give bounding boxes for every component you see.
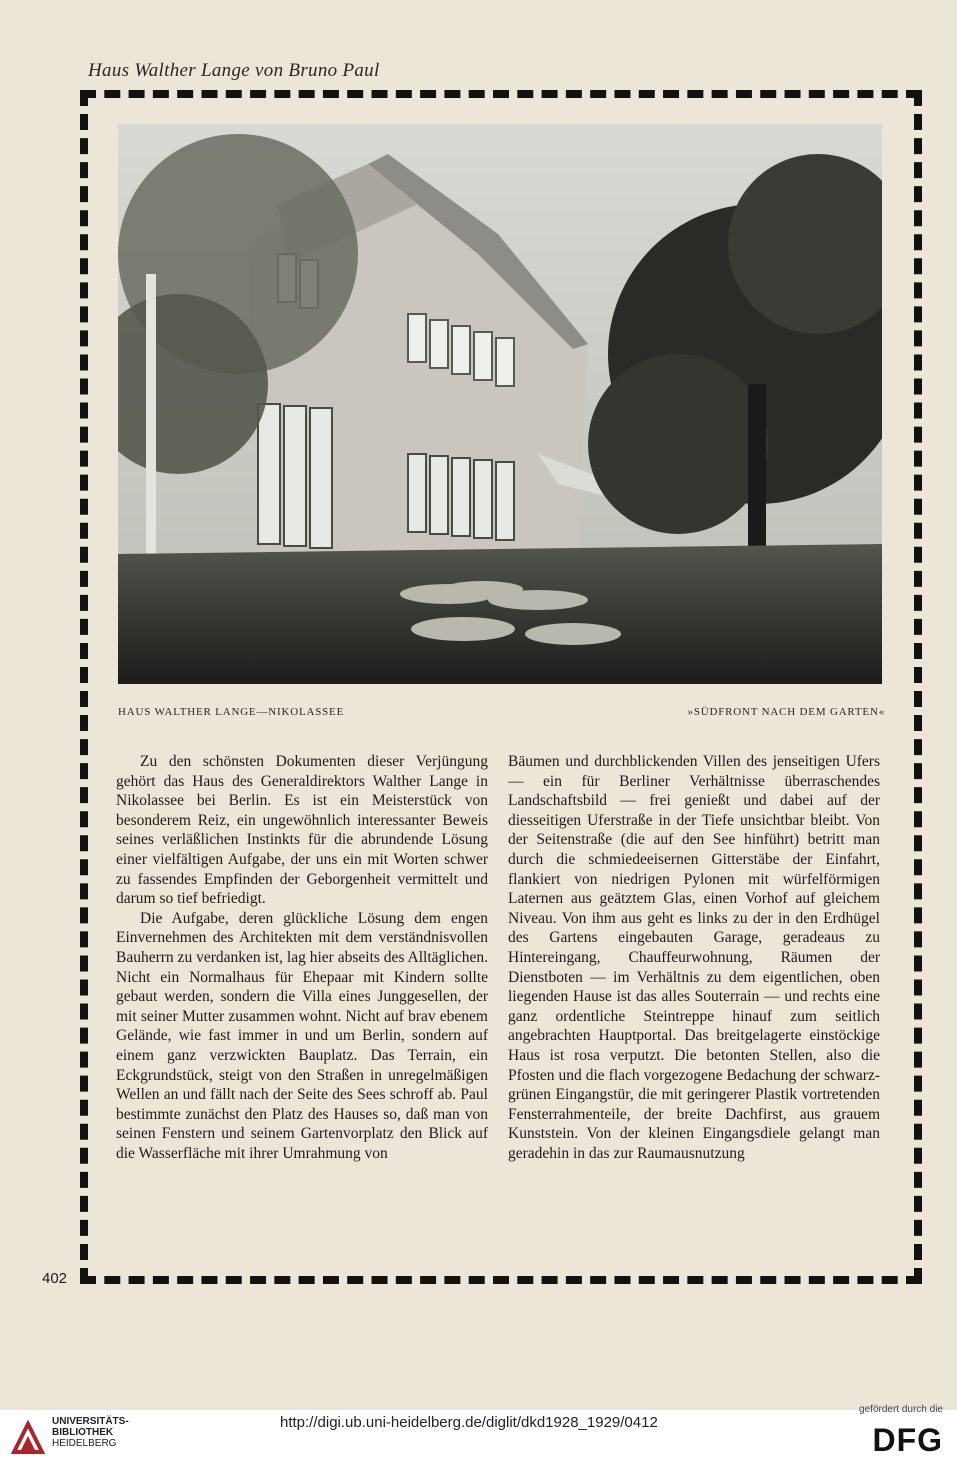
photo-illustration <box>118 124 882 684</box>
funding-label: gefördert durch die <box>859 1404 943 1415</box>
university-library-logo-icon <box>10 1420 46 1456</box>
source-url-link[interactable]: http://digi.ub.uni-heidelberg.de/diglit/dkd1928_1929/0412 <box>280 1414 658 1431</box>
house-photograph <box>118 124 882 684</box>
library-name-line: HEIDELBERG <box>52 1438 117 1449</box>
photo-caption-right: »SÜDFRONT NACH DEM GARTEN« <box>687 706 885 718</box>
paragraph: Zu den schönsten Dokumenten dieser Verjüngung gehört das Haus des Generaldirektors Walther Lange in Nikolassee bei Berlin. Es ist ein Meisterstück von besonderem Reiz, ein ungewöhnlich interessanter Beweis seines verläßlichen Instinkts für die abrundende Lösung einer vielfältigen Aufgabe, der uns ein mit Worten schwer zu fassendes Empfinden der Geborgenheit vermittelt und darum so tief befriedigt. <box>116 753 488 908</box>
text-column-left <box>116 752 488 1163</box>
library-name-line: UNIVERSITÄTS- <box>52 1416 129 1427</box>
library-name-line: BIBLIOTHEK <box>52 1427 114 1438</box>
running-header-title: Haus Walther Lange von Bruno Paul <box>88 60 380 81</box>
text-column-right <box>508 752 880 1163</box>
library-name <box>52 1416 129 1449</box>
photo-caption-left: HAUS WALTHER LANGE—NIKOLASSEE <box>118 706 345 718</box>
paragraph: Bäumen und durchblickenden Villen des jenseitigen Ufers — ein für Berliner Verhältnisse überraschendes Landschaftsbild — frei genießt und dabei auf der diesseitigen Uferstraße in der Tiefe unsichtbar bleibt. Von der Seitenstraße (die auf den See hinführt) betritt man durch die schmiedeeisernen Gitterstäbe der Einfahrt, flankiert von niedrigen Pylonen mit würfelförmigen Laternen aus geätztem Glas, einen Vorhof auf gleichem Niveau. Von ihm aus geht es links zu der in den Erdhügel des Gartens eingebauten Garage, geradeaus zu Hintereingang, Chauffeurwohnung, Räumen der Dienstboten — im Verhältnis zu dem eigentlichen, oben liegenden Hause ist das alles Souterrain — und rechts eine ganz ordentliche Steintreppe hinauf zum seitlich angebrachten Hauptportal. Das breitgelagerte einstöckige Haus ist rosa verputzt. Die betonten Stellen, also die Pfosten und die flach vorgezogene Bedachung der schwarz-grünen Eingangstür, die mit geringerer Plastik vortretenden Fensterrahmenteile, der breite Dachfirst, aus grauem Kunststein. Von der kleinen Eingangsdiele gelangt man geradehin in das zur Raumausnutzung <box>508 753 880 1162</box>
paragraph: Die Aufgabe, deren glückliche Lösung dem engen Einvernehmen des Architekten mit dem verständnisvollen Bauherrn zu verdanken ist, lag hier abseits des Alltäglichen. Nicht ein Normalhaus für Ehepaar mit Kindern sollte gebaut werden, sondern die Villa eines Junggesellen, der mit seiner Mutter zusammen wohnt. Nicht auf brav ebenem Gelände, wie fast immer in und um Berlin, sondern auf einem ganz verzwickten Bauplatz. Das Terrain, ein Eckgrundstück, steigt von den Straßen in unregelmäßigen Wellen an und fällt nach der Seite des Sees schroff ab. Paul bestimmte zunächst den Platz des Hauses so, daß man von seinen Fenstern und seinem Gartenvorplatz den Blick auf die Wasserfläche mit ihrer Umrahmung von <box>116 909 488 1162</box>
page-number: 402 <box>42 1270 68 1287</box>
dfg-logo: DFG <box>872 1422 943 1458</box>
